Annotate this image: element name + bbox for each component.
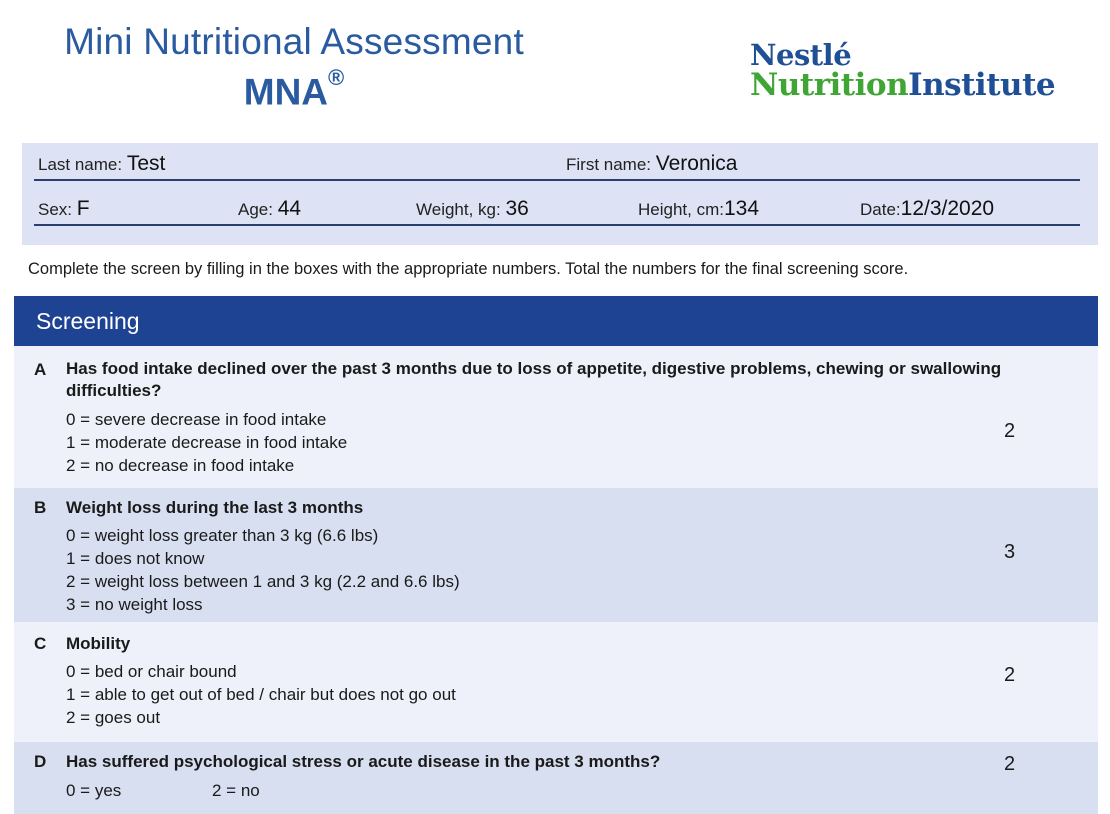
score-value[interactable]: 2 (1004, 753, 1016, 775)
option-item: 2 = goes out (66, 708, 161, 727)
sex-field[interactable] (38, 197, 90, 221)
height-value: 134 (723, 197, 760, 220)
question-text: Weight loss during the last 3 months (66, 498, 364, 517)
instructions-text: Complete the screen by filling in the boxes with the appropriate numbers. Total the numbers for the final screening score. (28, 260, 909, 278)
option-item: 2 = weight loss between 1 and 3 kg (2.2 and 6.6 lbs) (66, 572, 460, 591)
patient-row-details (34, 190, 1080, 226)
height-label: Height, cm: (638, 200, 724, 219)
logo-institute: Institute (908, 67, 1056, 103)
question-d (14, 742, 1098, 814)
last-name-label: Last name: (38, 155, 123, 174)
age-label: Age: (238, 200, 273, 219)
date-value: 12/3/2020 (900, 197, 995, 220)
registered-mark: ® (328, 65, 345, 90)
option-item: 0 = severe decrease in food intake (66, 410, 327, 429)
question-c (14, 622, 1098, 742)
question-letter: B (34, 498, 47, 517)
weight-value: 36 (505, 197, 529, 220)
question-letter: A (34, 360, 47, 379)
option-item: 0 = bed or chair bound (66, 662, 237, 681)
question-text: Has food intake declined over the past 3 months due to loss of appetite, digestive problems, chewing or swallowing difficulties? (66, 359, 1002, 400)
score-value[interactable]: 3 (1004, 541, 1016, 563)
question-text: Has suffered psychological stress or acute disease in the past 3 months? (66, 752, 661, 771)
first-name-field[interactable] (566, 152, 738, 176)
patient-info-box (22, 143, 1098, 245)
option-item: 1 = able to get out of bed / chair but does not go out (66, 685, 456, 704)
option-item: 3 = no weight loss (66, 595, 203, 614)
patient-row-names (34, 145, 1080, 181)
logo-nestle: Nestlé (750, 38, 852, 72)
sex-label: Sex: (38, 200, 73, 219)
page-subtitle (44, 64, 544, 112)
option-item: 1 = does not know (66, 549, 205, 568)
question-a (14, 346, 1098, 488)
first-name-label: First name: (566, 155, 652, 174)
option-item: 0 = weight loss greater than 3 kg (6.6 lbs) (66, 526, 379, 545)
question-letter: C (34, 634, 47, 653)
score-value[interactable]: 2 (1004, 420, 1016, 442)
score-value[interactable]: 2 (1004, 664, 1016, 686)
last-name-value: Test (126, 152, 166, 175)
option-item: 0 = yes (66, 781, 122, 800)
logo-nutrition: Nutrition (750, 67, 909, 103)
question-text: Mobility (66, 634, 131, 653)
question-letter: D (34, 752, 47, 771)
last-name-field[interactable] (38, 152, 165, 176)
weight-label: Weight, kg: (416, 200, 501, 219)
first-name-value: Veronica (655, 152, 738, 175)
sex-value: F (76, 197, 90, 220)
date-label: Date: (860, 200, 901, 219)
option-item: 2 = no (212, 781, 260, 800)
option-item: 1 = moderate decrease in food intake (66, 433, 348, 452)
subtitle-text: MNA (243, 71, 329, 113)
form-title (44, 20, 544, 112)
option-item: 2 = no decrease in food intake (66, 456, 295, 475)
date-field[interactable] (860, 197, 994, 221)
logo-nutrition-institute (750, 67, 1056, 103)
age-field[interactable] (238, 197, 301, 221)
age-value: 44 (277, 197, 302, 220)
section-header-screening: Screening (14, 296, 1098, 346)
height-field[interactable] (638, 197, 759, 221)
page-title: Mini Nutritional Assessment (64, 21, 524, 62)
question-b (14, 488, 1098, 622)
weight-field[interactable] (416, 197, 529, 221)
nestle-logo (750, 38, 1056, 103)
